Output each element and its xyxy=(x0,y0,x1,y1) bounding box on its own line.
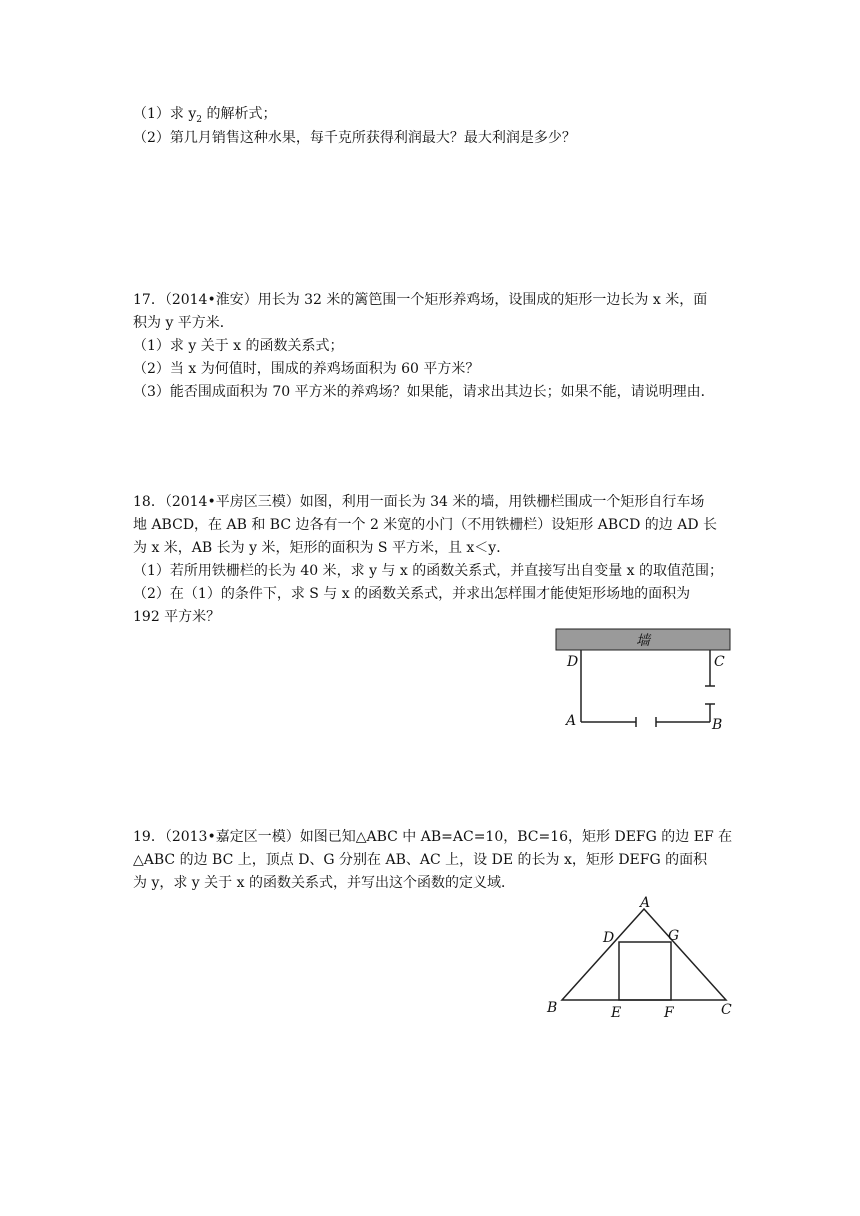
q18-line3: 为 x 米，AB 长为 y 米，矩形的面积为 S 平方米，且 x＜y． xyxy=(133,540,511,556)
q16-part1-subscript: 2 xyxy=(196,114,203,125)
label-b: B xyxy=(712,717,723,733)
q18-line1: 18．（2014•平房区三模）如图，利用一面长为 34 米的墙，用铁栅栏围成一个矩形自行车场 xyxy=(133,494,705,510)
q18-figure xyxy=(552,626,737,736)
triangle-abc xyxy=(562,909,726,1000)
q17-line1: 17．（2014•淮安）用长为 32 米的篱笆围一个矩形养鸡场，设围成的矩形一边长为 x 米，面 xyxy=(133,292,708,308)
label-c: C xyxy=(714,654,725,670)
q19-line2: △ABC 的边 BC 上，顶点 D、G 分别在 AB、AC 上，设 DE 的长为 x，矩形 DEFG 的面积 xyxy=(133,852,708,868)
rectangle-defg xyxy=(619,942,671,1000)
label-f: F xyxy=(664,1005,674,1021)
label-c: C xyxy=(721,1002,732,1018)
q18-line2: 地 ABCD，在 AB 和 BC 边各有一个 2 米宽的小门（不用铁栅栏）设矩形 ABCD 的边 AD 长 xyxy=(133,517,718,533)
q18-line5: （2）在（1）的条件下，求 S 与 x 的函数关系式，并求出怎样围才能使矩形场地的面积为 xyxy=(133,586,691,602)
q17-line3: （1）求 y 关于 x 的函数关系式； xyxy=(133,338,344,354)
q17-line5: （3）能否围成面积为 70 平方米的养鸡场？如果能，请求出其边长；如果不能，请说明理由． xyxy=(133,384,715,400)
q16-part1-pre: （1）求 y xyxy=(133,106,197,122)
wall-label: 墙 xyxy=(636,633,650,649)
q17-line4: （2）当 x 为何值时，围成的养鸡场面积为 60 平方米？ xyxy=(133,361,480,377)
q16-part1 xyxy=(133,104,276,130)
label-a: A xyxy=(640,895,651,911)
label-a: A xyxy=(566,713,577,729)
q18-line6: 192 平方米？ xyxy=(133,609,221,625)
q17-line2: 积为 y 平方米． xyxy=(133,315,234,331)
q18-line4: （1）若所用铁栅栏的长为 40 米，求 y 与 x 的函数关系式，并直接写出自变量 x 的取值范围； xyxy=(133,563,724,579)
label-d: D xyxy=(567,654,579,670)
q16-part1-post: 的解析式； xyxy=(202,106,277,122)
label-e: E xyxy=(611,1005,622,1021)
label-d: D xyxy=(603,930,615,946)
q16-part2: （2）第几月销售这种水果，每千克所获得利润最大？最大利润是多少？ xyxy=(133,130,576,146)
q19-figure xyxy=(540,894,740,1024)
q19-line3: 为 y，求 y 关于 x 的函数关系式，并写出这个函数的定义域． xyxy=(133,875,515,891)
q19-line1: 19．（2013•嘉定区一模）如图已知△ABC 中 AB=AC=10，BC=16，矩形 DEFG 的边 EF 在 xyxy=(133,829,733,845)
label-g: G xyxy=(668,928,680,944)
label-b: B xyxy=(547,1000,558,1016)
